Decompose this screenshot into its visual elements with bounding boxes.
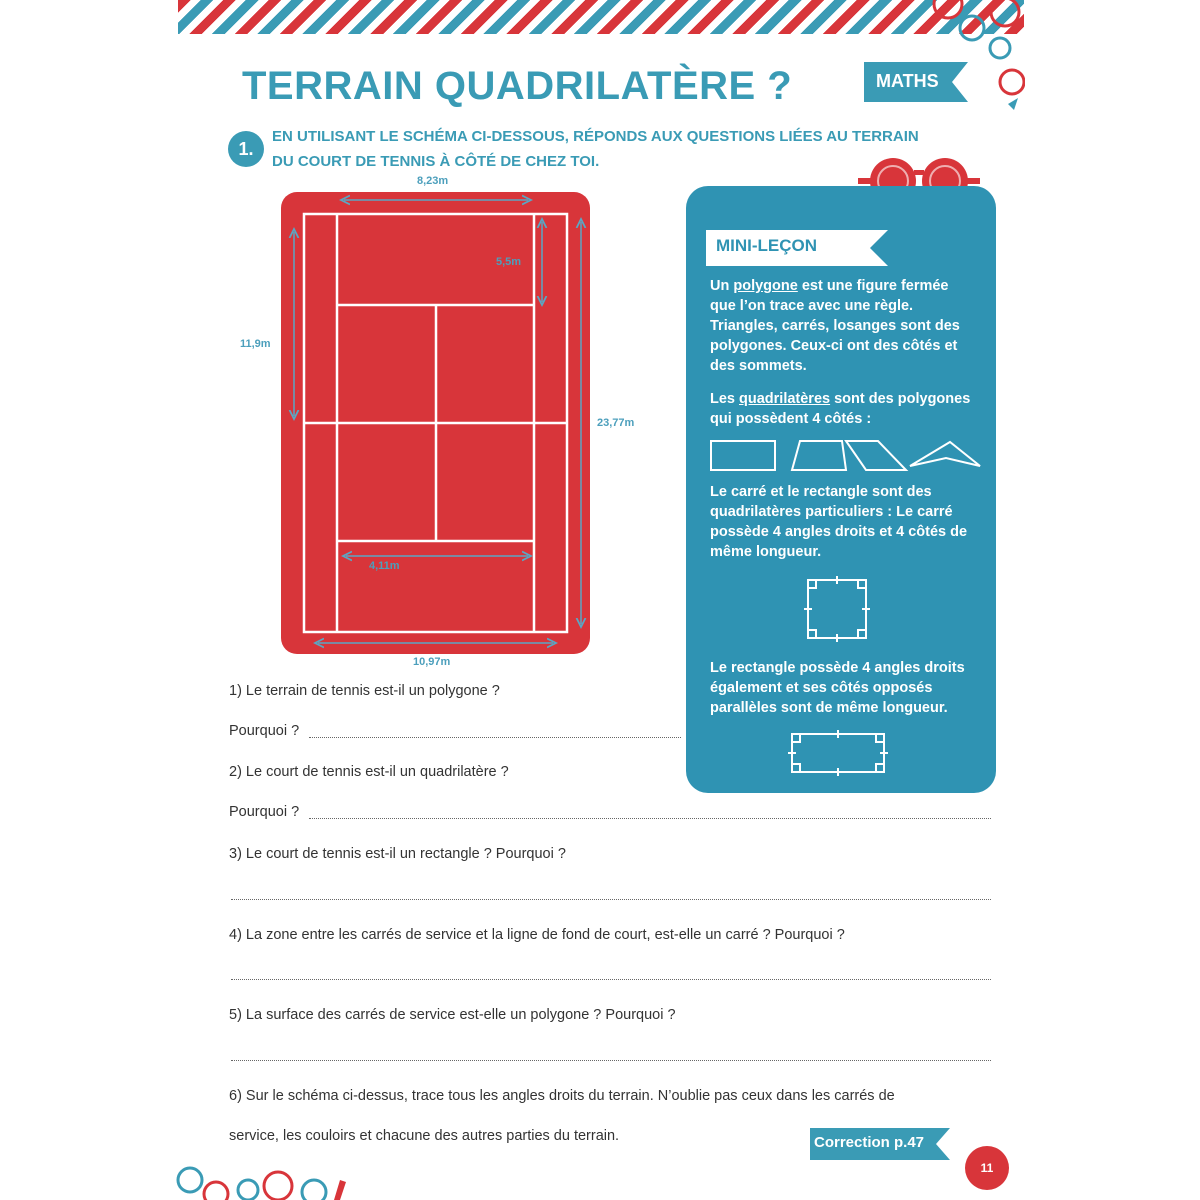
ball-icon bbox=[178, 1168, 202, 1192]
lesson-line: Triangles, carrés, losanges sont des bbox=[710, 318, 960, 334]
question-1: 1) Le terrain de tennis est-il un polygone ? bbox=[229, 683, 500, 699]
tennis-balls-decoration-top bbox=[925, 0, 1025, 120]
answer-line-4[interactable] bbox=[231, 979, 991, 980]
ball-icon bbox=[238, 1180, 258, 1200]
top-stripe-band bbox=[178, 0, 1024, 34]
question-5: 5) La surface des carrés de service est-elle un polygone ? Pourquoi ? bbox=[229, 1007, 676, 1023]
instruction-line-1: EN UTILISANT LE SCHÉMA CI-DESSOUS, RÉPONDS AUX QUESTIONS LIÉES AU TERRAIN bbox=[272, 128, 919, 145]
ball-icon bbox=[302, 1180, 326, 1200]
question-6-line-2: service, les couloirs et chacune des autres parties du terrain. bbox=[229, 1128, 620, 1144]
answer-line-1[interactable] bbox=[309, 737, 681, 738]
tennis-court-diagram bbox=[220, 170, 660, 670]
question-1-why: Pourquoi ? bbox=[229, 723, 300, 739]
mini-lesson-title: MINI-LEÇON bbox=[716, 236, 818, 255]
question-3: 3) Le court de tennis est-il un rectangle ? Pourquoi ? bbox=[229, 846, 566, 862]
question-4: 4) La zone entre les carrés de service et la ligne de fond de court, est-elle un carré ? Pourquoi ? bbox=[229, 927, 845, 943]
lesson-line: Le carré et le rectangle sont des bbox=[710, 484, 932, 500]
page-number: 11 bbox=[965, 1146, 1009, 1190]
lesson-line: également et ses côtés opposés bbox=[710, 680, 933, 696]
dim-label-left: 11,9m bbox=[240, 338, 271, 350]
correction-label: Correction p.47 bbox=[814, 1134, 925, 1151]
exercise-number: 1. bbox=[228, 131, 264, 167]
question-6-line-1: 6) Sur le schéma ci-dessus, trace tous les angles droits du terrain. N’oublie pas ceux dans les carrés de bbox=[229, 1088, 895, 1104]
ball-icon bbox=[204, 1182, 228, 1200]
dim-label-inner: 4,11m bbox=[369, 560, 400, 572]
lesson-line: des sommets. bbox=[710, 358, 807, 374]
lesson-text-fragment: Les bbox=[710, 391, 740, 407]
rectangle-diagram bbox=[784, 726, 894, 780]
answer-line-5[interactable] bbox=[231, 1060, 991, 1061]
subject-tag bbox=[864, 62, 964, 102]
exercise-instruction bbox=[272, 124, 932, 174]
dim-label-top: 8,23m bbox=[417, 175, 449, 187]
square-diagram bbox=[800, 574, 872, 642]
subject-tag-label: MATHS bbox=[876, 71, 939, 91]
shape-parallelogram bbox=[846, 441, 906, 470]
dim-label-right: 23,77m bbox=[597, 417, 635, 429]
pencil-icon bbox=[334, 1180, 346, 1200]
shape-rectangle bbox=[711, 441, 775, 470]
lesson-term-quadrilateres: quadrilatères bbox=[739, 391, 831, 407]
dim-label-service: 5,5m bbox=[496, 256, 522, 268]
instruction-line-2: DU COURT DE TENNIS À CÔTÉ DE CHEZ TOI. bbox=[272, 153, 600, 170]
question-2: 2) Le court de tennis est-il un quadrilatère ? bbox=[229, 764, 509, 780]
ball-icon bbox=[264, 1172, 292, 1200]
quadrilateral-shapes bbox=[706, 434, 986, 474]
lesson-paragraph-polygon bbox=[710, 276, 985, 376]
tennis-balls-decoration-bottom bbox=[176, 1150, 356, 1200]
lesson-line: quadrilatères particuliers : Le carré bbox=[710, 504, 953, 520]
lesson-text-fragment: sont des polygones bbox=[830, 391, 971, 407]
lesson-line: possède 4 angles droits et 4 côtés de bbox=[710, 524, 968, 540]
lesson-paragraph-quadrilaterals bbox=[710, 389, 985, 429]
lesson-line: que l’on trace avec une règle. bbox=[710, 298, 914, 314]
lesson-line: polygones. Ceux-ci ont des côtés et bbox=[710, 338, 958, 354]
question-2-why: Pourquoi ? bbox=[229, 804, 300, 820]
lesson-text-fragment: Un bbox=[710, 278, 734, 294]
answer-line-3[interactable] bbox=[231, 899, 991, 900]
lesson-text-fragment: est une figure fermée bbox=[797, 278, 949, 294]
page-title: TERRAIN QUADRILATÈRE ? bbox=[242, 64, 793, 108]
lesson-paragraph-rectangle bbox=[710, 658, 985, 718]
dim-label-bottom: 10,97m bbox=[413, 656, 451, 668]
lesson-paragraph-square bbox=[710, 482, 985, 562]
shape-kite bbox=[910, 442, 980, 466]
shape-trapezoid bbox=[792, 441, 846, 470]
lesson-line: Le rectangle possède 4 angles droits bbox=[710, 660, 965, 676]
lesson-line: même longueur. bbox=[710, 544, 822, 560]
lesson-line: parallèles sont de même longueur. bbox=[710, 700, 948, 716]
lesson-line: qui possèdent 4 côtés : bbox=[710, 411, 872, 427]
correction-tag bbox=[810, 1128, 950, 1160]
answer-line-2[interactable] bbox=[309, 818, 991, 819]
lesson-term-polygone: polygone bbox=[733, 278, 798, 294]
